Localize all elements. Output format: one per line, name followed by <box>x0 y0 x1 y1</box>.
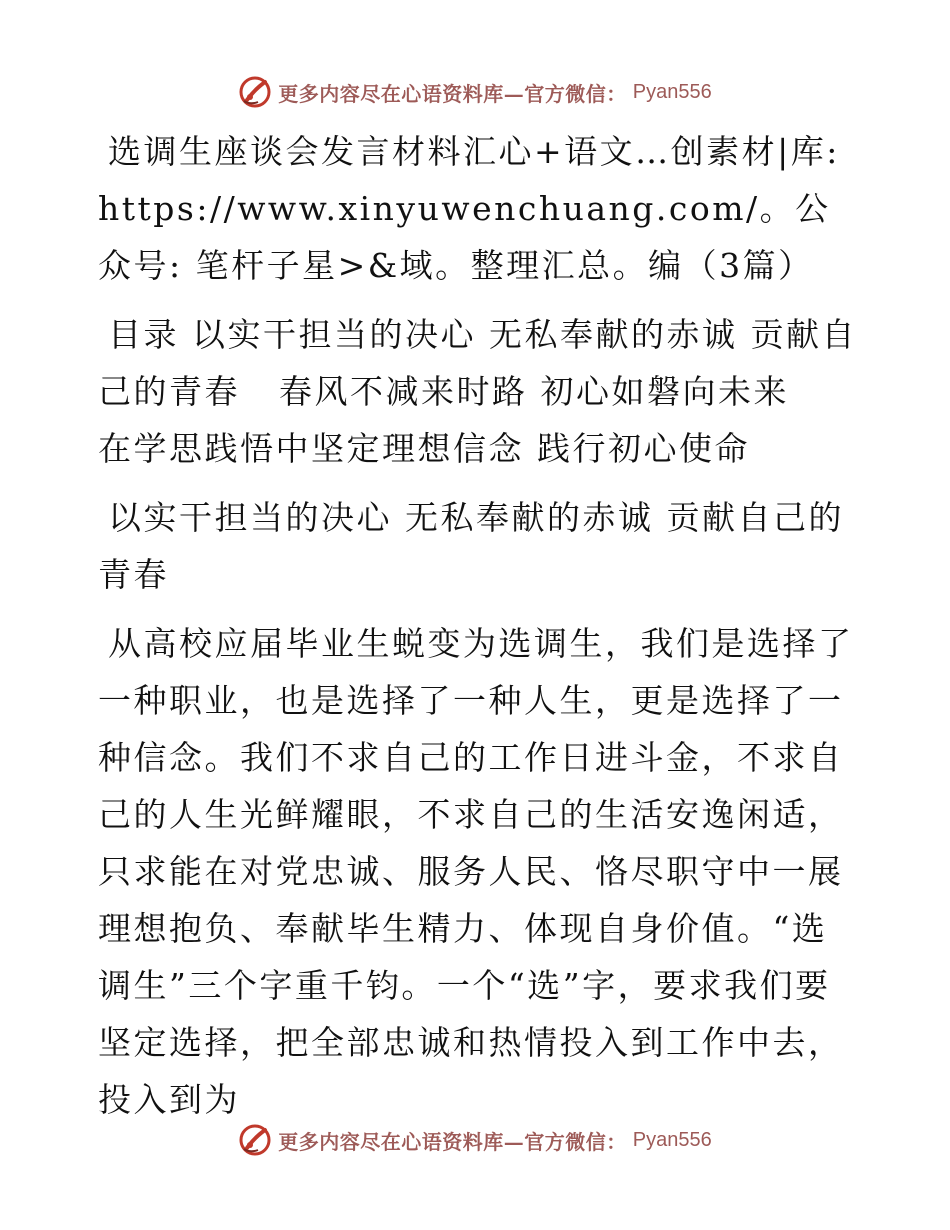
header-wechat-id: Pyan556 <box>632 80 712 103</box>
section-title: 以实干担当的决心 无私奉献的赤诚 贡献自己的青春 <box>98 498 844 594</box>
intro-paragraph: 选调生座谈会发言材料汇心+语文…创素材|库: https://www.xinyuwenchuang.com/。公众号: 笔杆子星>&域。整理汇总。编（3篇） <box>98 132 853 285</box>
document-body <box>98 123 858 1140</box>
ink-brush-logo-icon <box>238 1123 272 1157</box>
footer-banner <box>0 1120 950 1160</box>
footer-promo-text: 更多内容尽在心语资料库—官方微信： <box>278 1129 627 1154</box>
header-banner <box>0 72 950 112</box>
footer-wechat-id: Pyan556 <box>632 1128 712 1151</box>
table-of-contents: 目录 以实干担当的决心 无私奉献的赤诚 贡献自己的青春 春风不减来时路 初心如磐向未来 在学思践悟中坚定理想信念 践行初心使命 <box>98 315 857 468</box>
ink-brush-logo-icon <box>238 75 272 109</box>
header-promo-text: 更多内容尽在心语资料库—官方微信： <box>278 81 627 106</box>
body-paragraph: 从高校应届毕业生蜕变为选调生，我们是选择了一种职业，也是选择了一种人生，更是选择了一种信念。我们不求自己的工作日进斗金，不求自己的人生光鲜耀眼，不求自己的生活安逸闲适，只求能在对党忠诚、服务人民、恪尽职守中一展理想抱负、奉献毕生精力、体现自身价值。“选调生”三个字重千钧。一个“选”字，要求我们要坚定选择，把全部忠诚和热情投入到工作中去，投入到为 <box>98 624 854 1119</box>
